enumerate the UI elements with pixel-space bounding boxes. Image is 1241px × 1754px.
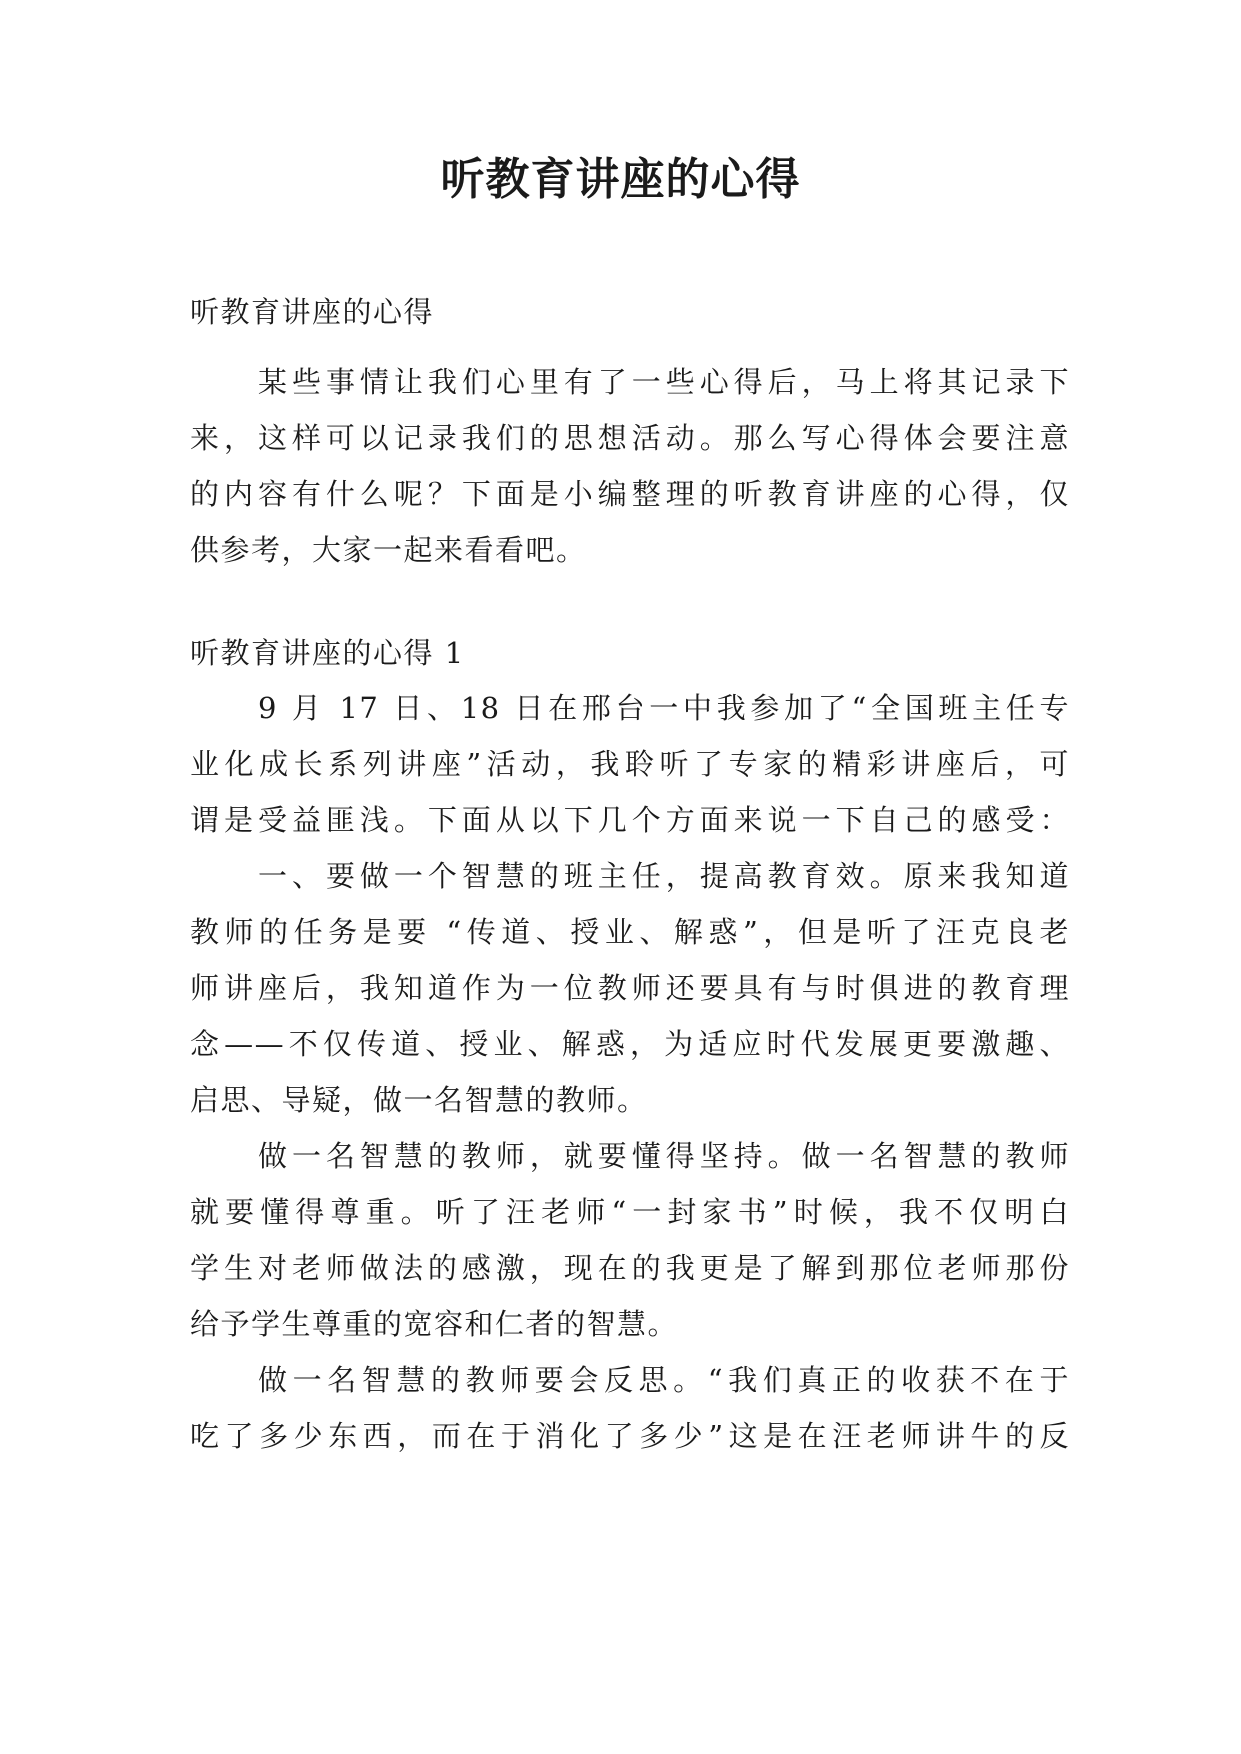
body-line: 教师的任务是要 “传道、授业、解惑”，但是听了汪克良老 [190, 915, 1070, 949]
intro-line: 供参考，大家一起来看看吧。 [190, 533, 587, 567]
body-line: 一、要做一个智慧的班主任，提高教育效。原来我知道 [258, 859, 1070, 893]
intro-line: 的内容有什么呢？下面是小编整理的听教育讲座的心得，仅 [190, 477, 1070, 511]
body-line: 谓是受益匪浅。下面从以下几个方面来说一下自己的感受： [190, 803, 1070, 837]
document-subtitle: 听教育讲座的心得 [190, 295, 435, 329]
body-line: 启思、导疑，做一名智慧的教师。 [190, 1083, 648, 1117]
body-line: 做一名智慧的教师，就要懂得坚持。做一名智慧的教师 [258, 1139, 1070, 1173]
body-line: 念——不仅传道、授业、解惑，为适应时代发展更要激趣、 [190, 1027, 1070, 1061]
document-title: 听教育讲座的心得 [440, 154, 801, 205]
body-line: 做一名智慧的教师要会反思。“我们真正的收获不在于 [258, 1363, 1070, 1397]
body-line: 吃了多少东西，而在于消化了多少”这是在汪老师讲牛的反 [190, 1419, 1070, 1453]
body-line: 学生对老师做法的感激，现在的我更是了解到那位老师那份 [190, 1251, 1070, 1285]
intro-line: 某些事情让我们心里有了一些心得后，马上将其记录下 [258, 365, 1070, 399]
body-line: 就要懂得尊重。听了汪老师“一封家书”时候，我不仅明白 [190, 1195, 1070, 1229]
section-heading: 听教育讲座的心得 1 [190, 636, 465, 670]
body-line: 师讲座后，我知道作为一位教师还要具有与时俱进的教育理 [190, 971, 1070, 1005]
body-line: 给予学生尊重的宽容和仁者的智慧。 [190, 1307, 679, 1341]
body-line: 业化成长系列讲座”活动，我聆听了专家的精彩讲座后，可 [190, 747, 1070, 781]
intro-line: 来，这样可以记录我们的思想活动。那么写心得体会要注意 [190, 421, 1070, 455]
body-line: 9 月 17 日、18 日在邢台一中我参加了“全国班主任专 [258, 691, 1070, 725]
